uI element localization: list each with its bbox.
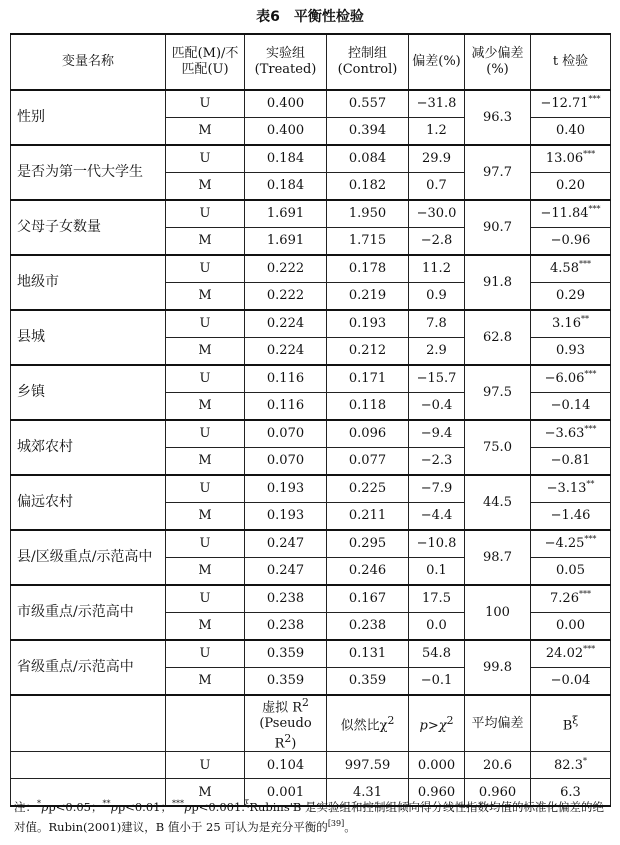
t-test-value xyxy=(531,475,611,503)
t-statistic: −11.84 xyxy=(540,206,589,222)
treated-value: 0.070 xyxy=(245,420,327,448)
t-test-value xyxy=(531,393,611,421)
significance-stars: *** xyxy=(584,424,597,434)
t-test-value xyxy=(531,338,611,366)
summary-header-lr-chi2: 似然比$\chi^2$ xyxy=(327,695,409,752)
t-test-value xyxy=(531,530,611,558)
table-title: 表6 平衡性检验 xyxy=(256,9,364,25)
reduction-value: 97.7 xyxy=(465,145,531,200)
control-value: 0.246 xyxy=(327,558,409,586)
control-value: 0.394 xyxy=(327,118,409,146)
summary-lr-chi2: 997.59 xyxy=(327,752,409,779)
treated-value: 0.224 xyxy=(245,310,327,338)
table-row xyxy=(11,255,611,283)
summary-mean-bias: 20.6 xyxy=(465,752,531,779)
summary-lr-chi2: 4.31 xyxy=(327,779,409,807)
variable-name: 省级重点/示范高中 xyxy=(11,640,166,695)
match-label: M xyxy=(166,118,245,146)
treated-value: 0.247 xyxy=(245,530,327,558)
t-test-value xyxy=(531,90,611,118)
bias-value: 17.5 xyxy=(409,585,465,613)
control-value: 0.084 xyxy=(327,145,409,173)
t-statistic: −0.14 xyxy=(550,398,591,414)
control-value: 0.131 xyxy=(327,640,409,668)
treated-value: 0.222 xyxy=(245,283,327,311)
reduction-value: 100 xyxy=(465,585,531,640)
pseudo-r2-line1: 虚拟 R xyxy=(262,700,303,716)
t-statistic: 4.58 xyxy=(550,261,579,277)
control-value: 0.225 xyxy=(327,475,409,503)
treated-value: 0.359 xyxy=(245,640,327,668)
match-label: U xyxy=(166,255,245,283)
t-test-value xyxy=(531,228,611,256)
t-test-value xyxy=(531,558,611,586)
match-label: M xyxy=(166,283,245,311)
control-value: 1.950 xyxy=(327,200,409,228)
bias-value: 0.1 xyxy=(409,558,465,586)
summary-header-blank xyxy=(11,695,166,752)
table-row xyxy=(11,365,611,393)
bias-value: −0.4 xyxy=(409,393,465,421)
table-row xyxy=(11,200,611,228)
significance-stars: *** xyxy=(583,644,596,654)
t-statistic: −0.04 xyxy=(550,673,591,689)
t-test-value xyxy=(531,118,611,146)
summary-mean-bias: 0.960 xyxy=(465,779,531,807)
t-statistic: −0.96 xyxy=(550,233,591,249)
match-label: U xyxy=(166,530,245,558)
summary-row-u xyxy=(11,752,611,779)
t-statistic: 0.93 xyxy=(556,343,585,359)
reduction-value: 99.8 xyxy=(465,640,531,695)
control-value: 0.118 xyxy=(327,393,409,421)
summary-blank xyxy=(11,752,166,779)
reduction-value: 75.0 xyxy=(465,420,531,475)
t-statistic: −12.71 xyxy=(540,96,589,112)
bias-value: 11.2 xyxy=(409,255,465,283)
t-test-value xyxy=(531,173,611,201)
header-treated: 实验组(Treated) xyxy=(245,34,327,90)
match-label: U xyxy=(166,420,245,448)
treated-value: 0.184 xyxy=(245,145,327,173)
match-label: M xyxy=(166,393,245,421)
t-statistic: −4.25 xyxy=(544,536,585,552)
summary-header-mean-bias: 平均偏差 xyxy=(465,695,531,752)
bias-value: −15.7 xyxy=(409,365,465,393)
match-label: U xyxy=(166,365,245,393)
match-label: U xyxy=(166,310,245,338)
variable-name: 是否为第一代大学生 xyxy=(11,145,166,200)
bias-value: −30.0 xyxy=(409,200,465,228)
treated-value: 0.222 xyxy=(245,255,327,283)
summary-p: 0.960 xyxy=(409,779,465,807)
treated-value: 0.224 xyxy=(245,338,327,366)
control-value: 0.238 xyxy=(327,613,409,641)
treated-value: 0.400 xyxy=(245,118,327,146)
t-statistic: 7.26 xyxy=(550,591,579,607)
t-test-value xyxy=(531,640,611,668)
control-value: 0.219 xyxy=(327,283,409,311)
treated-value: 0.238 xyxy=(245,585,327,613)
match-label: M xyxy=(166,668,245,696)
summary-header-p-chi2: $p>\chi^2$ xyxy=(409,695,465,752)
t-test-value xyxy=(531,420,611,448)
match-label: U xyxy=(166,200,245,228)
control-value: 0.167 xyxy=(327,585,409,613)
match-label: U xyxy=(166,585,245,613)
variable-name: 县/区级重点/示范高中 xyxy=(11,530,166,585)
table-row xyxy=(11,585,611,613)
treated-value: 0.193 xyxy=(245,503,327,531)
table-row xyxy=(11,530,611,558)
t-test-value xyxy=(531,585,611,613)
summary-header-pseudo-r2: 虚拟 $R^2$ (Pseudo $R^2$) xyxy=(245,695,327,752)
t-statistic: −3.13 xyxy=(546,481,587,497)
treated-value: 0.184 xyxy=(245,173,327,201)
header-control: 控制组(Control) xyxy=(327,34,409,90)
table-row xyxy=(11,420,611,448)
t-test-value xyxy=(531,365,611,393)
t-test-value xyxy=(531,448,611,476)
reduction-value: 44.5 xyxy=(465,475,531,530)
treated-value: 1.691 xyxy=(245,200,327,228)
control-value: 1.715 xyxy=(327,228,409,256)
t-test-value xyxy=(531,283,611,311)
variable-name: 偏远农村 xyxy=(11,475,166,530)
bias-value: 2.9 xyxy=(409,338,465,366)
t-test-value xyxy=(531,503,611,531)
bias-value: 0.0 xyxy=(409,613,465,641)
variable-name: 父母子女数量 xyxy=(11,200,166,255)
significance-stars: ** xyxy=(580,314,589,324)
table-note: 注：*pp<0.05；**pp<0.01；***pp<0.001.$^\xi$Rubins'B 是实验组和控制组倾向得分线性指数均值的标准化偏差的绝对值。Rubin(2001)建议，B 值小于 25 可认为是充分平衡的[39]。 xyxy=(14,799,605,835)
header-bias: 偏差(%) xyxy=(409,34,465,90)
significance-stars: *** xyxy=(578,589,591,599)
t-test-value xyxy=(531,613,611,641)
match-label: M xyxy=(166,613,245,641)
bias-value: −9.4 xyxy=(409,420,465,448)
table-body xyxy=(11,90,611,695)
balance-test-table xyxy=(10,33,611,807)
bias-value: 7.8 xyxy=(409,310,465,338)
control-value: 0.171 xyxy=(327,365,409,393)
treated-value: 0.193 xyxy=(245,475,327,503)
summary-pseudo-r2: 0.104 xyxy=(245,752,327,779)
t-statistic: 0.00 xyxy=(556,618,585,634)
bias-value: −7.9 xyxy=(409,475,465,503)
match-label: M xyxy=(166,448,245,476)
t-test-value xyxy=(531,145,611,173)
treated-value: 0.247 xyxy=(245,558,327,586)
table-row xyxy=(11,145,611,173)
header-variable: 变量名称 xyxy=(11,34,166,90)
bias-value: 0.9 xyxy=(409,283,465,311)
control-value: 0.295 xyxy=(327,530,409,558)
t-statistic: 0.05 xyxy=(556,563,585,579)
summary-header-blank-2 xyxy=(166,695,245,752)
reduction-value: 91.8 xyxy=(465,255,531,310)
variable-name: 性别 xyxy=(11,90,166,145)
control-value: 0.212 xyxy=(327,338,409,366)
t-statistic: −6.06 xyxy=(544,371,585,387)
t-statistic: −1.46 xyxy=(550,508,591,524)
control-value: 0.178 xyxy=(327,255,409,283)
match-label: M xyxy=(166,338,245,366)
variable-name: 地级市 xyxy=(11,255,166,310)
bias-value: 0.7 xyxy=(409,173,465,201)
summary-p: 0.000 xyxy=(409,752,465,779)
significance-stars: *** xyxy=(583,149,596,159)
reduction-value: 96.3 xyxy=(465,90,531,145)
treated-value: 0.116 xyxy=(245,365,327,393)
match-label: M xyxy=(166,228,245,256)
reduction-value: 90.7 xyxy=(465,200,531,255)
t-test-value xyxy=(531,255,611,283)
t-statistic: 24.02 xyxy=(545,646,584,662)
treated-value: 0.238 xyxy=(245,613,327,641)
t-test-value xyxy=(531,310,611,338)
summary-header-row xyxy=(11,695,611,752)
bias-value: −0.1 xyxy=(409,668,465,696)
match-label: U xyxy=(166,145,245,173)
match-label: M xyxy=(166,173,245,201)
control-value: 0.077 xyxy=(327,448,409,476)
match-label: U xyxy=(166,640,245,668)
t-statistic: −0.81 xyxy=(550,453,591,469)
significance-stars: *** xyxy=(584,534,597,544)
reduction-value: 62.8 xyxy=(465,310,531,365)
t-statistic: 13.06 xyxy=(545,151,584,167)
significance-stars: *** xyxy=(588,94,601,104)
summary-section xyxy=(11,695,611,806)
reduction-value: 98.7 xyxy=(465,530,531,585)
t-statistic: −3.63 xyxy=(544,426,585,442)
table-row xyxy=(11,640,611,668)
variable-name: 市级重点/示范高中 xyxy=(11,585,166,640)
header-reduction: 减少偏差(%) xyxy=(465,34,531,90)
treated-value: 0.400 xyxy=(245,90,327,118)
control-value: 0.557 xyxy=(327,90,409,118)
pseudo-r2-line2: (Pseudo R xyxy=(259,715,312,751)
reduction-value: 97.5 xyxy=(465,365,531,420)
summary-b: 82.3* xyxy=(531,752,611,779)
t-statistic: 0.29 xyxy=(556,288,585,304)
match-label: M xyxy=(166,558,245,586)
control-value: 0.211 xyxy=(327,503,409,531)
bias-value: −10.8 xyxy=(409,530,465,558)
table-row xyxy=(11,90,611,118)
bias-value: −2.8 xyxy=(409,228,465,256)
treated-value: 1.691 xyxy=(245,228,327,256)
control-value: 0.182 xyxy=(327,173,409,201)
table-row xyxy=(11,475,611,503)
variable-name: 县城 xyxy=(11,310,166,365)
t-test-value xyxy=(531,200,611,228)
treated-value: 0.359 xyxy=(245,668,327,696)
variable-name: 城郊农村 xyxy=(11,420,166,475)
match-label: M xyxy=(166,503,245,531)
match-label: U xyxy=(166,90,245,118)
bias-value: −31.8 xyxy=(409,90,465,118)
t-statistic: 0.40 xyxy=(556,123,585,139)
summary-b: 6.3 xyxy=(531,779,611,807)
variable-name: 乡镇 xyxy=(11,365,166,420)
table-row xyxy=(11,310,611,338)
significance-stars: *** xyxy=(588,204,601,214)
treated-value: 0.116 xyxy=(245,393,327,421)
bias-value: 1.2 xyxy=(409,118,465,146)
summary-label: M xyxy=(166,779,245,807)
header-match: 匹配(M)/不匹配(U) xyxy=(166,34,245,90)
bias-value: −2.3 xyxy=(409,448,465,476)
summary-header-b: $B^\xi$ xyxy=(531,695,611,752)
summary-label: U xyxy=(166,752,245,779)
header-ttest: t 检验 xyxy=(531,34,611,90)
significance-stars: ** xyxy=(586,479,595,489)
t-statistic: 3.16 xyxy=(552,316,581,332)
significance-stars: *** xyxy=(578,259,591,269)
control-value: 0.193 xyxy=(327,310,409,338)
control-value: 0.096 xyxy=(327,420,409,448)
control-value: 0.359 xyxy=(327,668,409,696)
significance-stars: *** xyxy=(584,369,597,379)
bias-value: 29.9 xyxy=(409,145,465,173)
t-statistic: 0.20 xyxy=(556,178,585,194)
match-label: U xyxy=(166,475,245,503)
bias-value: 54.8 xyxy=(409,640,465,668)
t-test-value xyxy=(531,668,611,696)
summary-pseudo-r2: 0.001 xyxy=(245,779,327,807)
treated-value: 0.070 xyxy=(245,448,327,476)
bias-value: −4.4 xyxy=(409,503,465,531)
